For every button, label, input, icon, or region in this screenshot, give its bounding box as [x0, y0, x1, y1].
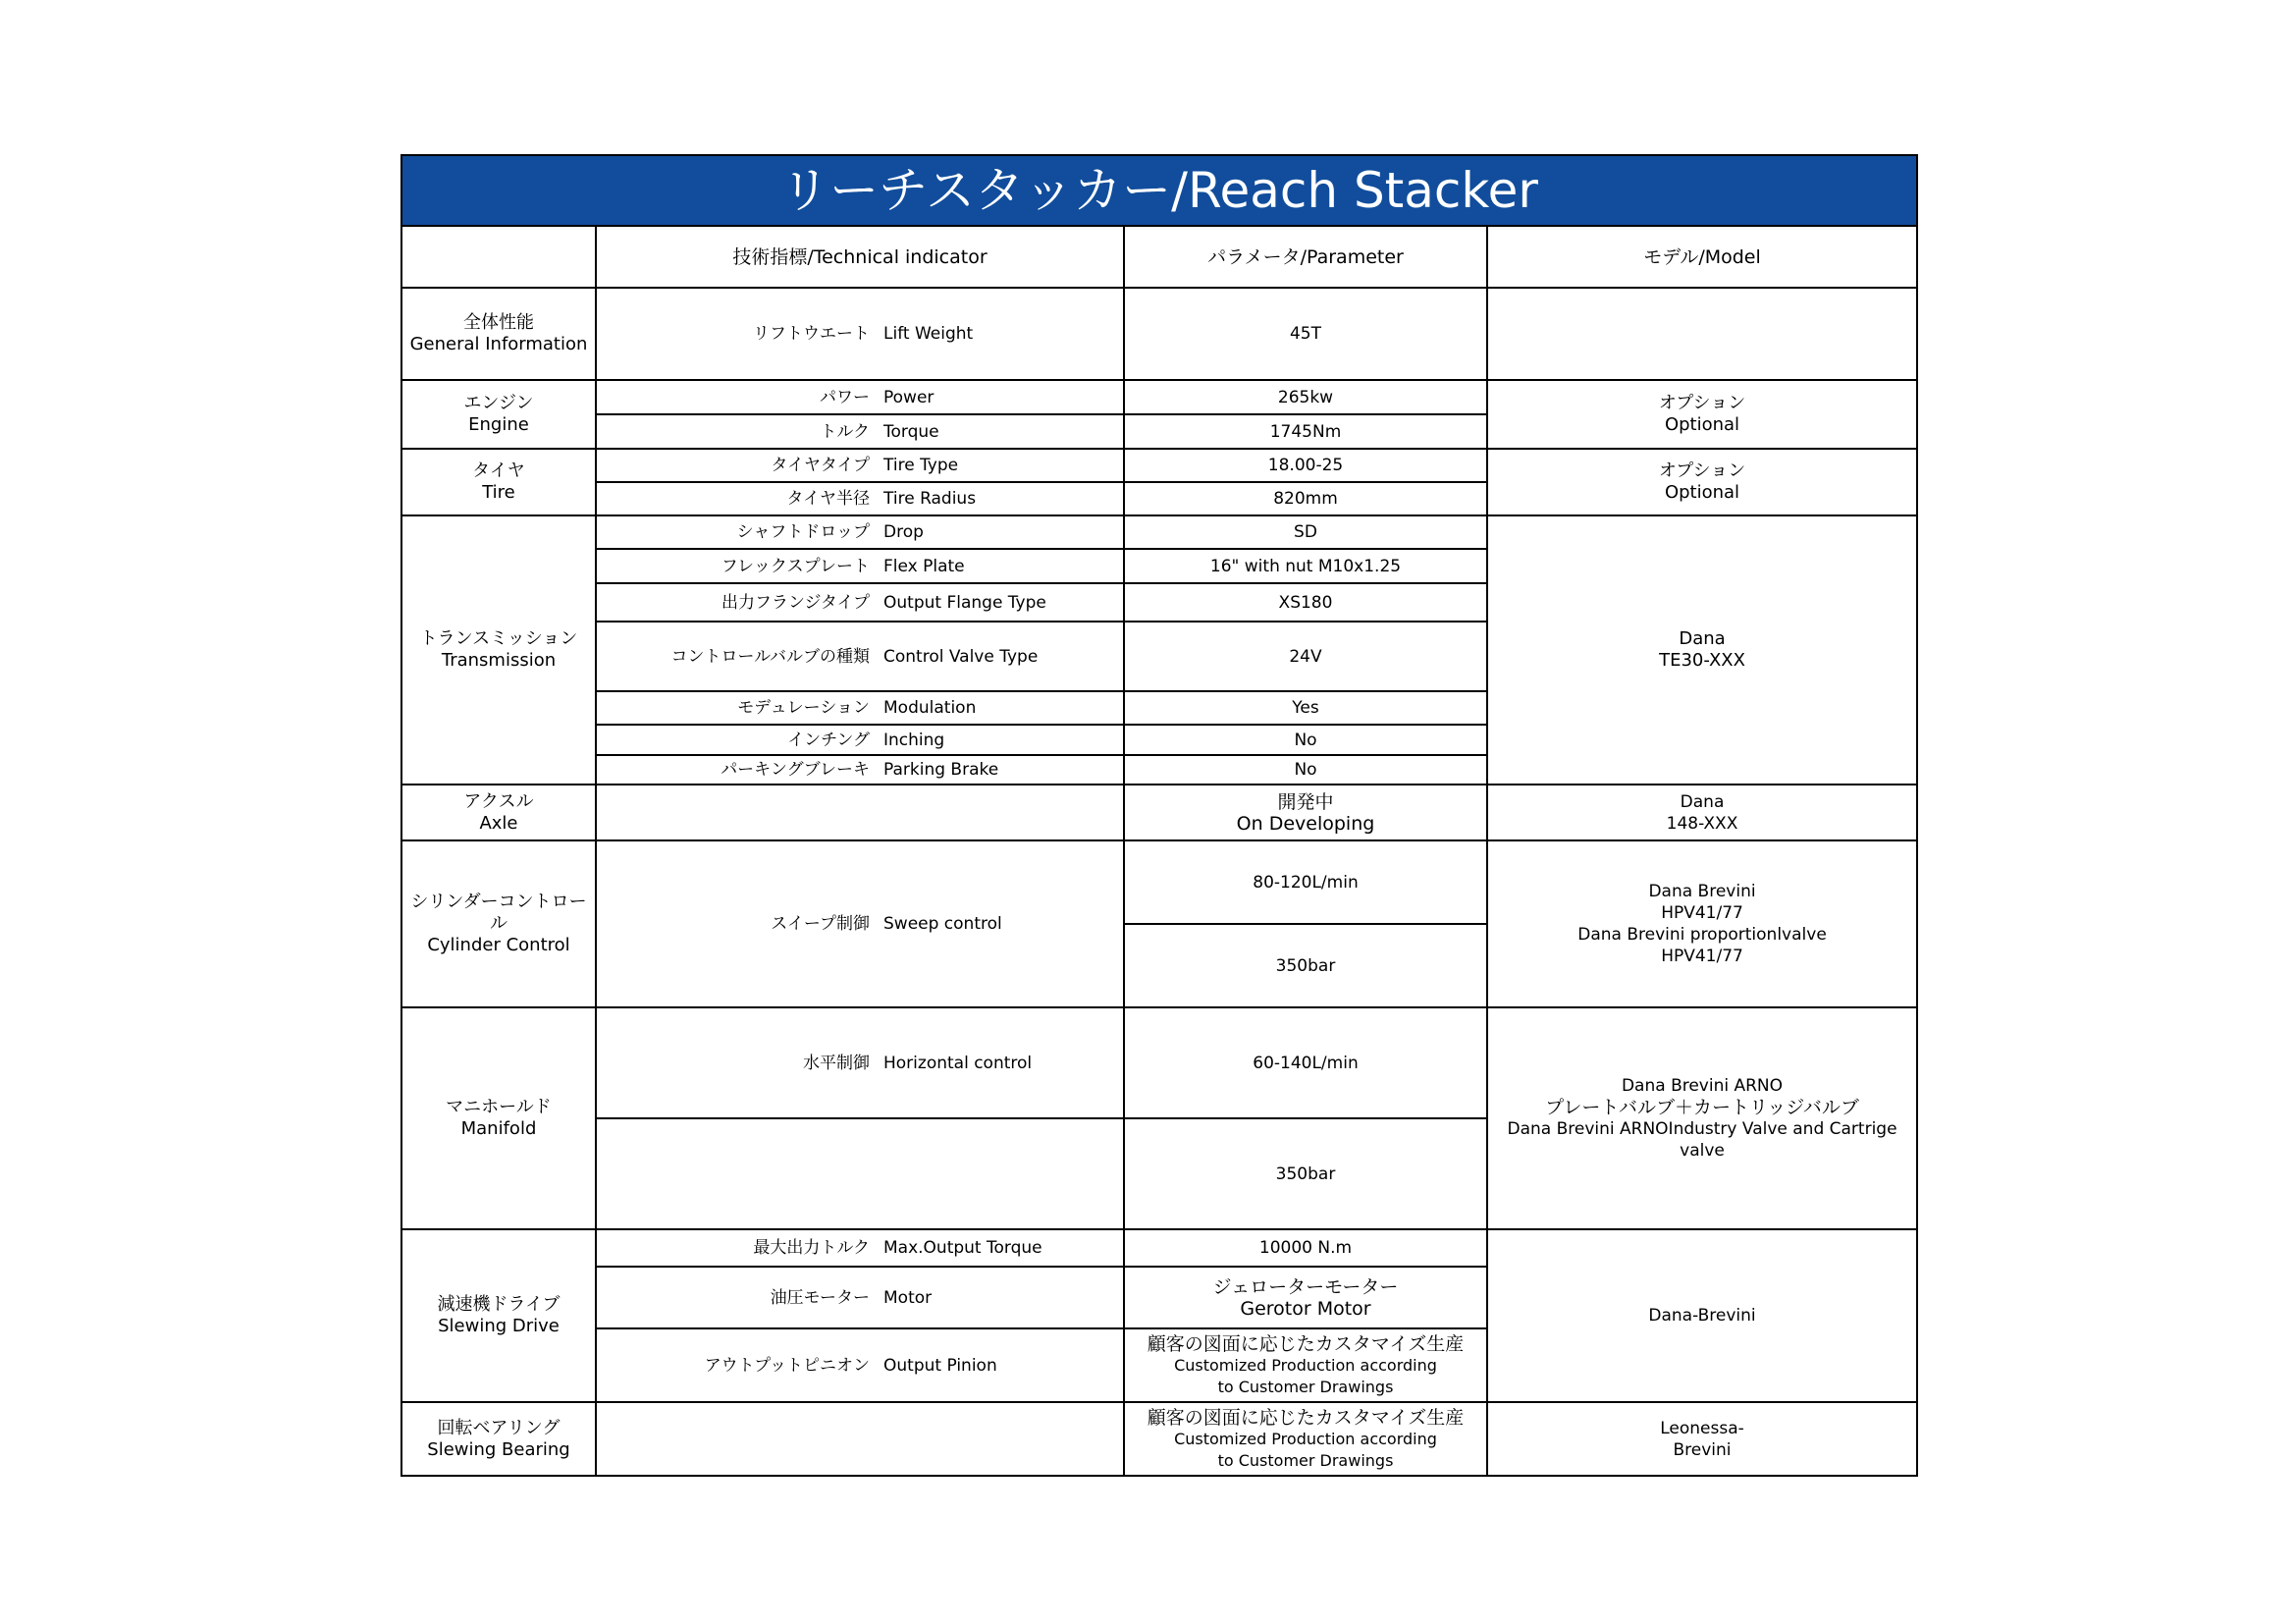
parameter-cell: 350bar	[1124, 1118, 1487, 1229]
header-blank	[401, 226, 596, 288]
indicator-jp: 油圧モーター	[770, 1287, 870, 1308]
parameter-cell	[1124, 1402, 1487, 1476]
header-row	[401, 226, 1917, 288]
header-indicator: 技術指標/Technical indicator	[596, 226, 1124, 288]
indicator-cell	[596, 549, 1124, 583]
table-row	[401, 1229, 1917, 1267]
indicator-en: Tire Radius	[883, 489, 977, 509]
indicator-en: Drop	[883, 522, 924, 542]
parameter-cell: 45T	[1124, 288, 1487, 380]
indicator-cell	[596, 1229, 1124, 1267]
group-label-en: Cylinder Control	[427, 935, 570, 955]
indicator-cell	[596, 755, 1124, 785]
indicator-cell	[596, 1267, 1124, 1328]
parameter-line: to Customer Drawings	[1217, 1450, 1394, 1470]
parameter-cell: 265kw	[1124, 380, 1487, 414]
parameter-line: Customized Production according	[1174, 1429, 1437, 1448]
model-line: 148-XXX	[1666, 813, 1738, 834]
model-jp: オプション	[1658, 393, 1746, 413]
parameter-cell: 80-120L/min	[1124, 840, 1487, 924]
indicator-jp: モデュレーション	[737, 698, 870, 718]
indicator-en: Parking Brake	[883, 760, 999, 780]
model-line: HPV41/77	[1661, 947, 1743, 966]
parameter-cell	[1124, 1328, 1487, 1402]
indicator-jp: タイヤ半径	[786, 489, 870, 509]
title-row	[401, 155, 1917, 226]
parameter-cell: 18.00-25	[1124, 449, 1487, 482]
indicator-jp: パーキングブレーキ	[721, 760, 870, 780]
model-cell	[1487, 785, 1917, 840]
parameter-cell: 60-140L/min	[1124, 1007, 1487, 1118]
indicator-jp: フレックスプレート	[721, 556, 870, 576]
model-cell: Dana-Brevini	[1487, 1229, 1917, 1402]
group-label-jp: トランスミッション	[419, 628, 578, 649]
indicator-jp: アウトプットピニオン	[704, 1355, 870, 1376]
indicator-cell	[596, 449, 1124, 482]
model-cell	[1487, 380, 1917, 449]
group-label-en: Slewing Drive	[438, 1316, 560, 1336]
group-axle	[401, 785, 596, 840]
parameter-line: 10000 N.m	[1258, 1238, 1353, 1258]
indicator-jp: インチング	[787, 730, 870, 750]
parameter-cell: Yes	[1124, 691, 1487, 725]
indicator-jp: 水平制御	[803, 1053, 870, 1073]
group-label-jp: アクスル	[463, 790, 534, 812]
model-line: Dana Brevini ARNO	[1621, 1076, 1784, 1096]
parameter-en: On Developing	[1236, 812, 1375, 835]
group-cylinder-control	[401, 840, 596, 1007]
reach-stacker-spec-table	[400, 154, 1918, 1477]
sheet-title: リーチスタッカー/Reach Stacker	[401, 155, 1917, 226]
indicator-en: Inching	[883, 730, 945, 750]
indicator-jp: タイヤタイプ	[771, 456, 870, 475]
model-cell	[1487, 449, 1917, 515]
parameter-cell: 1745Nm	[1124, 414, 1487, 449]
indicator-en: Horizontal control	[883, 1053, 1033, 1073]
parameter-cell: 16" with nut M10x1.25	[1124, 549, 1487, 583]
model-line: Dana Brevini ARNOIndustry Valve and Cartrige valve	[1507, 1119, 1897, 1161]
indicator-cell	[596, 515, 1124, 549]
indicator-cell	[596, 785, 1124, 840]
indicator-cell	[596, 1402, 1124, 1476]
parameter-line: Gerotor Motor	[1240, 1297, 1371, 1320]
model-line: Dana	[1680, 791, 1725, 812]
table-row	[401, 840, 1917, 924]
indicator-cell	[596, 840, 1124, 1007]
model-jp: オプション	[1658, 460, 1746, 481]
group-label-jp: シリンダーコントロール	[410, 892, 587, 934]
indicator-en: Motor	[883, 1287, 933, 1308]
indicator-en: Tire Type	[883, 456, 959, 475]
indicator-cell	[596, 1007, 1124, 1118]
indicator-en: Output Flange Type	[883, 592, 1046, 613]
indicator-en: Modulation	[883, 698, 977, 718]
indicator-jp: 最大出力トルク	[753, 1238, 870, 1258]
indicator-jp: コントロールバルブの種類	[670, 646, 870, 667]
indicator-cell	[596, 1328, 1124, 1402]
model-line: Dana	[1679, 628, 1726, 649]
model-line: Dana Brevini	[1648, 882, 1756, 901]
indicator-cell	[596, 414, 1124, 449]
group-manifold	[401, 1007, 596, 1229]
indicator-en: Power	[883, 387, 934, 407]
parameter-cell: 820mm	[1124, 482, 1487, 515]
parameter-cell: XS180	[1124, 583, 1487, 622]
indicator-jp: スイープ制御	[771, 914, 870, 934]
table-row	[401, 515, 1917, 549]
parameter-cell	[1124, 785, 1487, 840]
indicator-jp: パワー	[820, 387, 870, 407]
indicator-cell	[596, 725, 1124, 755]
table-row	[401, 1007, 1917, 1118]
indicator-cell	[596, 482, 1124, 515]
group-engine	[401, 380, 596, 449]
group-label-en: Axle	[479, 812, 518, 834]
model-en: Optional	[1664, 482, 1740, 503]
indicator-jp: トルク	[820, 421, 870, 442]
indicator-cell	[596, 1118, 1124, 1229]
parameter-cell	[1124, 1229, 1487, 1267]
group-label-en: Manifold	[460, 1118, 537, 1139]
indicator-cell	[596, 380, 1124, 414]
model-line: TE30-XXX	[1659, 650, 1745, 671]
indicator-cell	[596, 691, 1124, 725]
group-general	[401, 288, 596, 380]
indicator-en: Max.Output Torque	[883, 1238, 1042, 1258]
model-cell	[1487, 1402, 1917, 1476]
model-line: Leonessa-	[1660, 1418, 1744, 1438]
header-parameter: パラメータ/Parameter	[1124, 226, 1487, 288]
indicator-en: Flex Plate	[883, 556, 965, 576]
indicator-en: Lift Weight	[883, 324, 974, 344]
indicator-jp: シャフトドロップ	[736, 522, 870, 542]
model-cell	[1487, 840, 1917, 1007]
parameter-jp: 開発中	[1277, 790, 1334, 813]
parameter-line: 顧客の図面に応じたカスタマイズ生産	[1147, 1332, 1465, 1355]
group-label-en: Tire	[482, 482, 515, 503]
parameter-line: to Customer Drawings	[1217, 1377, 1394, 1396]
parameter-cell: 24V	[1124, 622, 1487, 691]
model-line: HPV41/77	[1661, 903, 1743, 923]
parameter-cell	[1124, 1267, 1487, 1328]
group-slewing-bearing	[401, 1402, 596, 1476]
indicator-cell	[596, 583, 1124, 622]
table-row	[401, 380, 1917, 414]
model-cell	[1487, 288, 1917, 380]
indicator-en: Torque	[883, 421, 939, 442]
group-label-jp: エンジン	[463, 393, 534, 413]
parameter-line: 顧客の図面に応じたカスタマイズ生産	[1147, 1406, 1465, 1429]
group-label-jp: 回転ベアリング	[437, 1417, 561, 1438]
parameter-cell: No	[1124, 725, 1487, 755]
group-label-jp: 減速機ドライブ	[437, 1294, 561, 1315]
model-cell	[1487, 515, 1917, 785]
group-label-jp: 全体性能	[463, 312, 534, 333]
header-model: モデル/Model	[1487, 226, 1917, 288]
model-line: Dana Brevini proportionlvalve	[1577, 925, 1827, 945]
table-row	[401, 288, 1917, 380]
indicator-cell	[596, 288, 1124, 380]
parameter-cell: SD	[1124, 515, 1487, 549]
parameter-cell: No	[1124, 755, 1487, 785]
group-label-en: Slewing Bearing	[427, 1438, 570, 1460]
indicator-jp: 出力フランジタイプ	[721, 592, 870, 613]
parameter-line: ジェローターモーター	[1212, 1275, 1399, 1298]
table-row	[401, 1402, 1917, 1476]
group-label-en: General Information	[409, 334, 588, 354]
model-cell	[1487, 1007, 1917, 1229]
parameter-line: Customized Production according	[1174, 1355, 1437, 1375]
indicator-en: Output Pinion	[883, 1355, 997, 1376]
group-label-en: Engine	[468, 414, 529, 435]
group-tire	[401, 449, 596, 515]
indicator-jp: リフトウエート	[753, 324, 870, 344]
table-row	[401, 449, 1917, 482]
group-label-jp: マニホールド	[446, 1097, 552, 1117]
indicator-en: Sweep control	[883, 914, 1002, 934]
indicator-cell	[596, 622, 1124, 691]
indicator-en: Control Valve Type	[883, 646, 1039, 667]
group-label-en: Transmission	[441, 650, 557, 671]
table-row	[401, 785, 1917, 840]
model-line: Brevini	[1673, 1439, 1732, 1460]
group-label-jp: タイヤ	[472, 460, 525, 481]
model-en: Optional	[1664, 414, 1740, 435]
group-transmission	[401, 515, 596, 785]
model-line: プレートバルブ＋カートリッジバルブ	[1545, 1097, 1859, 1118]
group-slewing-drive	[401, 1229, 596, 1402]
parameter-cell: 350bar	[1124, 924, 1487, 1007]
